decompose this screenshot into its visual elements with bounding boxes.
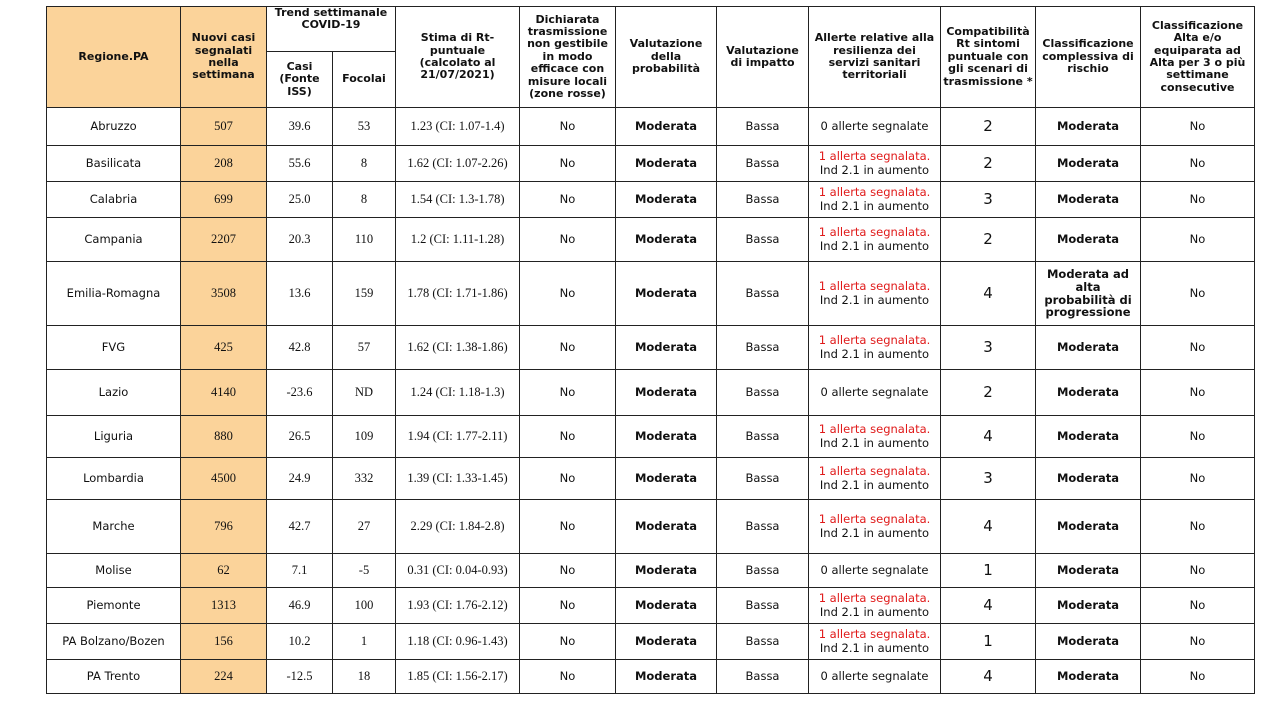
cell-impact: Bassa [717, 624, 809, 660]
cell-trend-foci: 159 [333, 262, 396, 326]
cell-rt: 1.39 (CI: 1.33-1.45) [396, 458, 520, 500]
cell-high-class: No [1141, 218, 1255, 262]
header-trend: Trend settimanale COVID-19 [267, 7, 396, 52]
cell-impact: Bassa [717, 146, 809, 182]
cell-probability: Moderata [616, 108, 717, 146]
alert-red-text: 1 allerta segnalata. [818, 512, 931, 527]
cell-region: Marche [47, 500, 181, 554]
alert-red-text: 1 allerta segnalata. [818, 279, 931, 294]
cell-classification: Moderata [1036, 500, 1141, 554]
header-trend-cases: Casi (Fonte ISS) [267, 52, 333, 108]
header-compat: Compatibilità Rt sintomi puntuale con gli scenari di trasmissione * [941, 7, 1036, 108]
cell-rt: 0.31 (CI: 0.04-0.93) [396, 554, 520, 588]
cell-classification: Moderata [1036, 218, 1141, 262]
cell-new-cases: 62 [181, 554, 267, 588]
cell-high-class: No [1141, 416, 1255, 458]
cell-new-cases: 796 [181, 500, 267, 554]
cell-rt: 1.2 (CI: 1.11-1.28) [396, 218, 520, 262]
alert-text: 0 allerte segnalate [820, 562, 929, 577]
alert-red-text: 1 allerta segnalata. [818, 149, 931, 164]
cell-new-cases: 880 [181, 416, 267, 458]
table-row [47, 326, 1255, 370]
cell-compat: 1 [941, 554, 1036, 588]
cell-compat: 3 [941, 458, 1036, 500]
cell-declared: No [520, 146, 616, 182]
cell-rt: 2.29 (CI: 1.84-2.8) [396, 500, 520, 554]
cell-compat: 3 [941, 326, 1036, 370]
cell-high-class: No [1141, 326, 1255, 370]
cell-impact: Bassa [717, 218, 809, 262]
cell-trend-foci: 27 [333, 500, 396, 554]
cell-high-class: No [1141, 370, 1255, 416]
cell-impact: Bassa [717, 588, 809, 624]
cell-probability: Moderata [616, 326, 717, 370]
cell-region: Calabria [47, 182, 181, 218]
cell-trend-cases: 25.0 [267, 182, 333, 218]
cell-probability: Moderata [616, 588, 717, 624]
cell-declared: No [520, 262, 616, 326]
table-row [47, 588, 1255, 624]
cell-rt: 1.94 (CI: 1.77-2.11) [396, 416, 520, 458]
cell-alerts [809, 182, 941, 218]
cell-compat: 4 [941, 588, 1036, 624]
cell-impact: Bassa [717, 108, 809, 146]
cell-rt: 1.62 (CI: 1.07-2.26) [396, 146, 520, 182]
header-new-cases: Nuovi casi segnalati nella settimana [181, 7, 267, 108]
alert-text: Ind 2.1 in aumento [819, 162, 930, 177]
cell-high-class: No [1141, 146, 1255, 182]
cell-trend-cases: 55.6 [267, 146, 333, 182]
cell-declared: No [520, 108, 616, 146]
cell-trend-foci: 1 [333, 624, 396, 660]
cell-trend-cases: 39.6 [267, 108, 333, 146]
table-row [47, 370, 1255, 416]
cell-classification: Moderata [1036, 182, 1141, 218]
cell-rt: 1.23 (CI: 1.07-1.4) [396, 108, 520, 146]
cell-classification: Moderata [1036, 458, 1141, 500]
cell-region: Campania [47, 218, 181, 262]
cell-impact: Bassa [717, 500, 809, 554]
cell-region: Liguria [47, 416, 181, 458]
cell-high-class: No [1141, 108, 1255, 146]
cell-trend-cases: -12.5 [267, 660, 333, 694]
cell-classification: Moderata [1036, 108, 1141, 146]
cell-trend-foci: 18 [333, 660, 396, 694]
table-row [47, 262, 1255, 326]
alert-text: Ind 2.1 in aumento [819, 292, 930, 307]
header-alerts: Allerte relative alla resilienza dei servizi sanitari territoriali [809, 7, 941, 108]
cell-new-cases: 3508 [181, 262, 267, 326]
cell-declared: No [520, 500, 616, 554]
cell-classification: Moderata [1036, 624, 1141, 660]
cell-impact: Bassa [717, 416, 809, 458]
cell-region: Abruzzo [47, 108, 181, 146]
cell-region: PA Trento [47, 660, 181, 694]
cell-rt: 1.93 (CI: 1.76-2.12) [396, 588, 520, 624]
table-row [47, 416, 1255, 458]
cell-alerts [809, 370, 941, 416]
cell-new-cases: 2207 [181, 218, 267, 262]
cell-probability: Moderata [616, 182, 717, 218]
cell-probability: Moderata [616, 146, 717, 182]
table-row [47, 146, 1255, 182]
header-trend-foci: Focolai [333, 52, 396, 108]
cell-new-cases: 224 [181, 660, 267, 694]
cell-classification: Moderata [1036, 416, 1141, 458]
cell-new-cases: 507 [181, 108, 267, 146]
cell-alerts [809, 500, 941, 554]
cell-probability: Moderata [616, 262, 717, 326]
alert-text: Ind 2.1 in aumento [819, 604, 930, 619]
cell-alerts [809, 218, 941, 262]
cell-impact: Bassa [717, 554, 809, 588]
cell-probability: Moderata [616, 458, 717, 500]
cell-declared: No [520, 416, 616, 458]
cell-compat: 4 [941, 660, 1036, 694]
cell-trend-cases: 24.9 [267, 458, 333, 500]
cell-alerts [809, 588, 941, 624]
cell-alerts [809, 624, 941, 660]
cell-high-class: No [1141, 660, 1255, 694]
cell-declared: No [520, 624, 616, 660]
cell-declared: No [520, 182, 616, 218]
cell-compat: 2 [941, 108, 1036, 146]
cell-rt: 1.24 (CI: 1.18-1.3) [396, 370, 520, 416]
cell-trend-foci: 332 [333, 458, 396, 500]
alert-text: 0 allerte segnalate [820, 384, 929, 399]
cell-trend-cases: 13.6 [267, 262, 333, 326]
table-row [47, 218, 1255, 262]
table-row [47, 108, 1255, 146]
alert-red-text: 1 allerta segnalata. [818, 333, 931, 348]
cell-new-cases: 1313 [181, 588, 267, 624]
table-row [47, 554, 1255, 588]
cell-alerts [809, 262, 941, 326]
cell-compat: 2 [941, 146, 1036, 182]
header-declared: Dichiarata trasmissione non gestibile in modo efficace con misure locali (zone rosse) [520, 7, 616, 108]
cell-declared: No [520, 588, 616, 624]
cell-rt: 1.18 (CI: 0.96-1.43) [396, 624, 520, 660]
cell-compat: 4 [941, 500, 1036, 554]
cell-classification: Moderata [1036, 588, 1141, 624]
alert-text: Ind 2.1 in aumento [819, 640, 930, 655]
cell-region: Lombardia [47, 458, 181, 500]
cell-declared: No [520, 458, 616, 500]
cell-alerts [809, 458, 941, 500]
cell-impact: Bassa [717, 182, 809, 218]
cell-alerts [809, 326, 941, 370]
cell-declared: No [520, 660, 616, 694]
table-row [47, 624, 1255, 660]
alert-text: Ind 2.1 in aumento [819, 346, 930, 361]
alert-text: Ind 2.1 in aumento [819, 198, 930, 213]
cell-compat: 2 [941, 370, 1036, 416]
cell-region: Basilicata [47, 146, 181, 182]
cell-classification: Moderata [1036, 370, 1141, 416]
header-probability: Valutazione della probabilità [616, 7, 717, 108]
cell-compat: 3 [941, 182, 1036, 218]
alert-text: Ind 2.1 in aumento [819, 477, 930, 492]
cell-impact: Bassa [717, 326, 809, 370]
cell-compat: 2 [941, 218, 1036, 262]
table-row [47, 182, 1255, 218]
table-row [47, 500, 1255, 554]
cell-alerts [809, 108, 941, 146]
cell-declared: No [520, 218, 616, 262]
alert-text: Ind 2.1 in aumento [819, 525, 930, 540]
cell-trend-foci: 110 [333, 218, 396, 262]
alert-red-text: 1 allerta segnalata. [818, 464, 931, 479]
cell-compat: 4 [941, 262, 1036, 326]
alert-text: Ind 2.1 in aumento [819, 238, 930, 253]
alert-red-text: 1 allerta segnalata. [818, 185, 931, 200]
cell-probability: Moderata [616, 416, 717, 458]
cell-probability: Moderata [616, 370, 717, 416]
cell-trend-cases: 7.1 [267, 554, 333, 588]
cell-new-cases: 699 [181, 182, 267, 218]
cell-alerts [809, 146, 941, 182]
alert-red-text: 1 allerta segnalata. [818, 225, 931, 240]
alert-text: 0 allerte segnalate [820, 118, 929, 133]
cell-classification: Moderata [1036, 554, 1141, 588]
cell-trend-foci: 100 [333, 588, 396, 624]
header-region: Regione.PA [47, 7, 181, 108]
cell-impact: Bassa [717, 458, 809, 500]
cell-trend-foci: 109 [333, 416, 396, 458]
alert-red-text: 1 allerta segnalata. [818, 591, 931, 606]
alert-text: 0 allerte segnalate [820, 668, 929, 683]
cell-high-class: No [1141, 500, 1255, 554]
cell-region: Molise [47, 554, 181, 588]
cell-trend-foci: ND [333, 370, 396, 416]
header-high-class: Classificazione Alta e/o equiparata ad Alta per 3 o più settimane consecutive [1141, 7, 1255, 108]
cell-classification: Moderata [1036, 660, 1141, 694]
cell-trend-cases: 26.5 [267, 416, 333, 458]
cell-rt: 1.54 (CI: 1.3-1.78) [396, 182, 520, 218]
table-body [47, 108, 1255, 694]
cell-probability: Moderata [616, 500, 717, 554]
header-impact: Valutazione di impatto [717, 7, 809, 108]
cell-declared: No [520, 370, 616, 416]
cell-region: FVG [47, 326, 181, 370]
cell-trend-cases: 10.2 [267, 624, 333, 660]
cell-compat: 1 [941, 624, 1036, 660]
cell-trend-cases: 42.7 [267, 500, 333, 554]
cell-alerts [809, 554, 941, 588]
cell-rt: 1.62 (CI: 1.38-1.86) [396, 326, 520, 370]
cell-trend-foci: 53 [333, 108, 396, 146]
alert-text: Ind 2.1 in aumento [819, 435, 930, 450]
alert-red-text: 1 allerta segnalata. [818, 627, 931, 642]
cell-high-class: No [1141, 554, 1255, 588]
cell-high-class: No [1141, 182, 1255, 218]
cell-high-class: No [1141, 588, 1255, 624]
cell-trend-foci: 57 [333, 326, 396, 370]
cell-compat: 4 [941, 416, 1036, 458]
cell-trend-foci: 8 [333, 146, 396, 182]
cell-rt: 1.78 (CI: 1.71-1.86) [396, 262, 520, 326]
cell-classification: Moderata ad alta probabilità di progressione [1036, 262, 1141, 326]
cell-probability: Moderata [616, 660, 717, 694]
cell-new-cases: 208 [181, 146, 267, 182]
cell-high-class: No [1141, 262, 1255, 326]
table-row [47, 660, 1255, 694]
cell-high-class: No [1141, 624, 1255, 660]
cell-probability: Moderata [616, 624, 717, 660]
cell-declared: No [520, 326, 616, 370]
cell-classification: Moderata [1036, 326, 1141, 370]
cell-new-cases: 156 [181, 624, 267, 660]
risk-table [46, 6, 1255, 694]
cell-trend-cases: 42.8 [267, 326, 333, 370]
cell-trend-foci: 8 [333, 182, 396, 218]
cell-probability: Moderata [616, 218, 717, 262]
cell-high-class: No [1141, 458, 1255, 500]
cell-region: Emilia-Romagna [47, 262, 181, 326]
cell-new-cases: 425 [181, 326, 267, 370]
cell-new-cases: 4500 [181, 458, 267, 500]
cell-trend-foci: -5 [333, 554, 396, 588]
cell-impact: Bassa [717, 370, 809, 416]
header-classification: Classificazione complessiva di rischio [1036, 7, 1141, 108]
cell-region: Lazio [47, 370, 181, 416]
cell-rt: 1.85 (CI: 1.56-2.17) [396, 660, 520, 694]
cell-impact: Bassa [717, 262, 809, 326]
cell-impact: Bassa [717, 660, 809, 694]
cell-alerts [809, 416, 941, 458]
cell-trend-cases: -23.6 [267, 370, 333, 416]
table-row [47, 458, 1255, 500]
cell-trend-cases: 20.3 [267, 218, 333, 262]
header-rt: Stima di Rt-puntuale (calcolato al 21/07/2021) [396, 7, 520, 108]
cell-new-cases: 4140 [181, 370, 267, 416]
cell-region: PA Bolzano/Bozen [47, 624, 181, 660]
cell-region: Piemonte [47, 588, 181, 624]
cell-declared: No [520, 554, 616, 588]
alert-red-text: 1 allerta segnalata. [818, 422, 931, 437]
cell-classification: Moderata [1036, 146, 1141, 182]
cell-trend-cases: 46.9 [267, 588, 333, 624]
cell-alerts [809, 660, 941, 694]
cell-probability: Moderata [616, 554, 717, 588]
